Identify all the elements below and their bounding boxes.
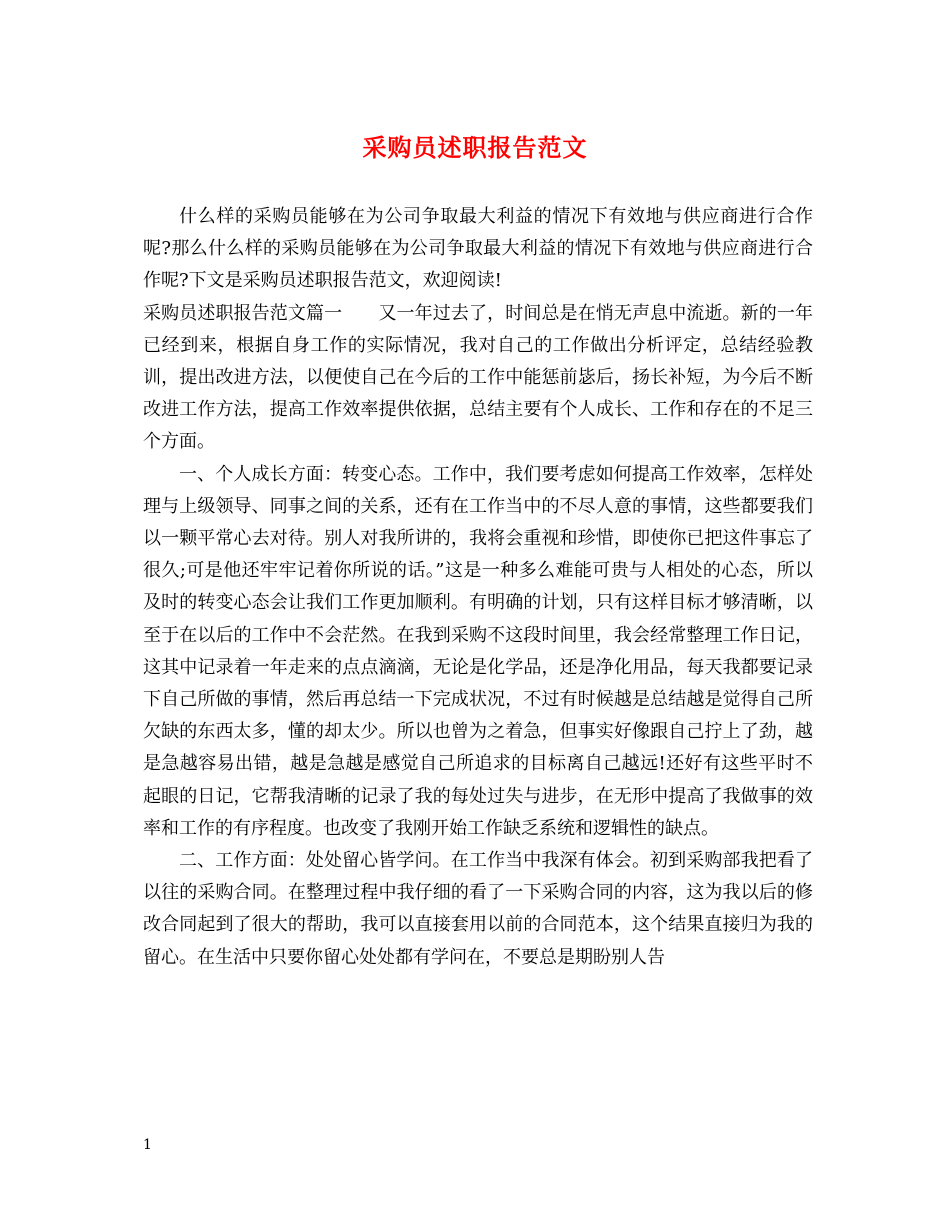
document-title: 采购员述职报告范文 <box>362 133 588 162</box>
paragraph-personal-growth: 一、个人成长方面：转变心态。工作中，我们要考虑如何提高工作效率，怎样处理与上级领导、同事之间的关系，还有在工作当中的不尽人意的事情，这些都要我们以一颗平常心去对待。别人对我所讲的，我将会重视和珍惜，即使你已把这件事忘了很久;可是他还牢牢记着你所说的话。”这是一种多么难能可贵与人相处的心态，所以及时的转变心态会让我们工作更加顺利。有明确的计划，只有这样目标才够清晰，以至于在以后的工作中不会茫然。在我到采购不这段时间里，我会经常整理工作日记，这其中记录着一年走来的点点滴滴，无论是化学品，还是净化用品，每天我都要记录下自己所做的事情，然后再总结一下完成状况，不过有时候越是总结越是觉得自己所欠缺的东西太多，懂的却太少。所以也曾为之着急，但事实好像跟自己拧上了劲，越是急越容易出错，越是急越是感觉自己所追求的目标离自己越远!还好有这些平时不起眼的日记，它帮我清晰的记录了我的每处过失与进步，在无形中提高了我做事的效率和工作的有序程度。也改变了我刚开始工作缺乏系统和逻辑性的缺点。 <box>143 463 813 839</box>
paragraph-section-one: 采购员述职报告范文篇一 又一年过去了，时间总是在悄无声息中流逝。新的一年已经到来，根据自身工作的实际情况，我对自己的工作做出分析评定，总结经验教训，提出改进方法，以便使自己在今后的工作中能惩前毖后，扬长补短，为今后不断改进工作方法，提高工作效率提供依据，总结主要有个人成长、工作和存在的不足三个方面。 <box>143 302 813 453</box>
paragraph-intro: 什么样的采购员能够在为公司争取最大利益的情况下有效地与供应商进行合作呢?那么什么样的采购员能够在为公司争取最大利益的情况下有效地与供应商进行合作呢?下文是采购员述职报告范文，欢迎阅读! <box>143 206 813 292</box>
paragraph-work: 二、工作方面：处处留心皆学问。在工作当中我深有体会。初到采购部我把看了以往的采购合同。在整理过程中我仔细的看了一下采购合同的内容，这为我以后的修改合同起到了很大的帮助，我可以直接套用以前的合同范本，这个结果直接归为我的留心。在生活中只要你留心处处都有学问在，不要总是期盼别人告 <box>143 850 813 968</box>
document-body <box>143 201 813 974</box>
page-number: 1 <box>143 1137 152 1153</box>
